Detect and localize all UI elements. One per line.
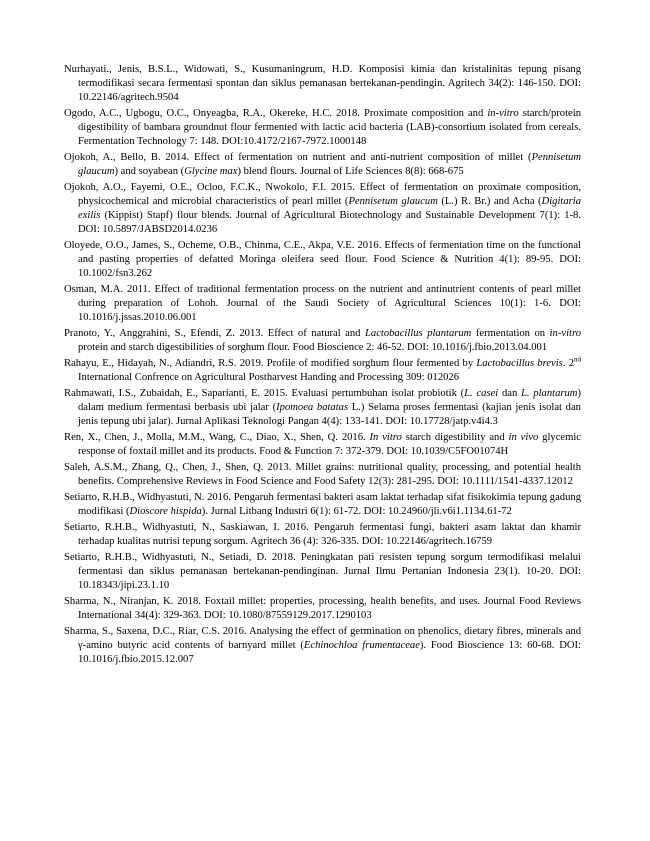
reference-entry xyxy=(64,387,581,429)
reference-entry xyxy=(64,491,581,519)
reference-entry xyxy=(64,239,581,281)
reference-text: Rahayu, E., Hidayah, N., Adiandri, R.S. 2019. Profile of modified sorghum flour fermented by xyxy=(64,358,477,369)
reference-entry xyxy=(64,327,581,355)
reference-text: . 2 xyxy=(562,358,574,369)
reference-text: starch digestibility and xyxy=(401,432,509,443)
italic-term: Lactobacillus brevis xyxy=(476,358,563,369)
italic-term: L. plantarum xyxy=(521,388,578,399)
italic-term: in vivo xyxy=(508,432,539,443)
reference-text: Setiarto, R.H.B., Widhyastuti, N. 2016. Pengaruh fermentasi bakteri asam laktat terhadap sifat fisikokimia tepung gadung modifikasi ( xyxy=(64,492,581,517)
italic-term: In vitro xyxy=(369,432,402,443)
reference-text: International Confrence on Agricultural Postharvest Handing and Processing 309: 012026 xyxy=(78,372,460,383)
reference-entry xyxy=(64,63,581,105)
reference-text: Saleh, A.S.M., Zhang, Q., Chen, J., Shen, Q. 2013. Millet grains: nutritional quality, processing, and potential health benefits. Comprehensive Reviews in Food Science and Food Safety 12(3): 281-295. DOI: 10.1111/1541-4337.12012 xyxy=(64,462,581,487)
reference-text: starch/protein digestibility of bambara groundnut flour fermented with lactic acid bacteria (LAB)-consortium isolated from cereals. Fermentation Technology 7: 148. DOI:10.4172/2167-7972.1000148 xyxy=(78,108,581,147)
reference-text: Ojokoh, A., Bello, B. 2014. Effect of fermentation on nutrient and anti-nutrient composition of millet ( xyxy=(64,152,532,163)
reference-entry xyxy=(64,431,581,459)
reference-text: ). Food Bioscience 13: 60-68. DOI: 10.1016/j.fbio.2015.12.007 xyxy=(78,640,581,665)
reference-entry xyxy=(64,107,581,149)
italic-term: in-vitro xyxy=(549,328,581,339)
reference-text: Ogodo, A.C., Ugbogu, O.C., Onyeagba, R.A., Okereke, H.C. 2018. Proximate composition and xyxy=(64,108,488,119)
reference-text: Sharma, N., Niranjan, K. 2018. Foxtail millet: properties, processing, health benefits, and uses. Journal Food Reviews International 34(4): 329-363. DOI: 10.1080/87559129.2017.1290103 xyxy=(64,596,581,621)
reference-text: Setiarto, R.H.B., Widhyastuti, N., Saskiawan, I. 2016. Pengaruh fermentasi fungi, bakteri asam laktat dan khamir terhadap kualitas nutrisi tepung sorgum. Agritech 36 (4): 326-335. DOI: 10.22146/agritech.16759 xyxy=(64,522,581,547)
reference-text: ) and soyabean ( xyxy=(114,166,185,177)
reference-text: ) dalam medium fermentasi berbasis ubi jalar ( xyxy=(78,388,581,413)
italic-term: L. casei xyxy=(464,388,499,399)
italic-term: Digitaria exilis xyxy=(78,196,581,221)
italic-term: in-vitro xyxy=(487,108,519,119)
reference-text: protein and starch digestibilities of sorghum flour. Food Bioscience 2: 46-52. DOI: 10.1016/j.fbio.2013.04.001 xyxy=(78,342,548,353)
reference-entry xyxy=(64,551,581,593)
reference-text: (L.) R. Br.) and Acha ( xyxy=(437,196,542,207)
reference-entry xyxy=(64,595,581,623)
reference-text: Oloyede, O.O., James, S., Ocheme, O.B., Chinma, C.E., Akpa, V.E. 2016. Effects of fermentation time on the functional and pasting properties of defatted Moringa oleifera seed flour. Food Science & Nutrition 4(1): 89-95. DOI: 10.1002/fsn3.262 xyxy=(64,240,581,279)
reference-text: Sharma, S., Saxena, D.C., Riar, C.S. 2016. Analysing the effect of germination on phenolics, dietary fibres, minerals and γ-amino butyric acid contents of barnyard millet ( xyxy=(64,626,581,651)
italic-term: Pennisetum glaucum xyxy=(78,152,581,177)
reference-text: Osman, M.A. 2011. Effect of traditional fermentation process on the nutrient and antinutrient contents of pearl millet during preparation of Lohoh. Journal of the Saudi Society of Agricultural Sciences 10(1): 1-6. DOI: 10.1016/j.jssas.2010.06.001 xyxy=(64,284,581,323)
reference-text: Ren, X., Chen, J., Molla, M.M., Wang, C., Diao, X., Shen, Q. 2016. xyxy=(64,432,370,443)
reference-entry xyxy=(64,461,581,489)
reference-text: Rahmawati, I.S., Zubaidah, E., Saparianti, E. 2015. Evaluasi pertumbuhan isolat probiotik ( xyxy=(64,388,465,399)
reference-entry xyxy=(64,151,581,179)
italic-term: Ipomoea batatas xyxy=(276,402,349,413)
reference-entry xyxy=(64,357,581,385)
reference-text: Nurhayati., Jenis, B.S.L., Widowati, S., Kusumaningrum, H.D. Komposisi kimia dan kristalinitas tepung pisang termodifikasi secara fermentasi spontan dan siklus pemanasan bertekanan-pendingin. Agritech 34(2): 146-150. DOI: 10.22146/agritech.9504 xyxy=(64,64,581,103)
reference-text: Ojokoh, A.O., Fayemi, O.E., Ocloo, F.C.K., Nwokolo, F.I. 2015. Effect of fermentation on proximate composition, physicochemical and microbial characteristics of pearl millet ( xyxy=(64,182,581,207)
reference-text: (Kippist) Stapf) flour blends. Journal of Agricultural Biotechnology and Sustainable Development 7(1): 1-8. DOI: 10.5897/JABSD2014.0236 xyxy=(78,210,581,235)
reference-text: ). Jurnal Litbang Industri 6(1): 61-72. DOI: 10.24960/jli.v6i1.1134.61-72 xyxy=(201,506,512,517)
italic-term: Pennisetum glaucum xyxy=(348,196,438,207)
reference-text: L.) Selama proses fermentasi (kajian jenis isolat dan jenis tepung ubi jalar). Jurnal Aplikasi Teknologi Pangan 4(4): 133-141. DOI: 10.17728/jatp.v4i4.3 xyxy=(78,402,581,427)
reference-text: dan xyxy=(498,388,522,399)
reference-text: Pranoto, Y., Anggrahini, S., Efendi, Z. 2013. Effect of natural and xyxy=(64,328,365,339)
reference-entry xyxy=(64,625,581,667)
reference-entry xyxy=(64,283,581,325)
italic-term: Lactobacillus plantarum xyxy=(365,328,472,339)
reference-text: glycemic response of foxtail millet and its products. Food & Function 7: 372-379. DOI: 10.1039/C5FO01074H xyxy=(78,432,581,457)
italic-term: Echinochloa frumentaceae xyxy=(303,640,420,651)
italic-term: Glycine max xyxy=(184,166,238,177)
reference-entry xyxy=(64,521,581,549)
reference-entry xyxy=(64,181,581,237)
reference-text: ) blend flours. Journal of Life Sciences 8(8): 668-675 xyxy=(237,166,464,177)
italic-term: Dioscore hispida xyxy=(129,506,202,517)
superscript: nd xyxy=(574,355,581,364)
reference-text: Setiarto, R.H.B., Widhyastuti, N., Setiadi, D. 2018. Peningkatan pati resisten tepung sorgum termodifikasi melalui fermentasi dan siklus pemanasan bertekanan-pendinginan. Jurnal Ilmu Pertanian Indonesia 23(1). 10-20. DOI: 10.18343/jipi.23.1.10 xyxy=(64,552,581,591)
reference-list xyxy=(64,63,581,669)
reference-text: fermentation on xyxy=(471,328,550,339)
